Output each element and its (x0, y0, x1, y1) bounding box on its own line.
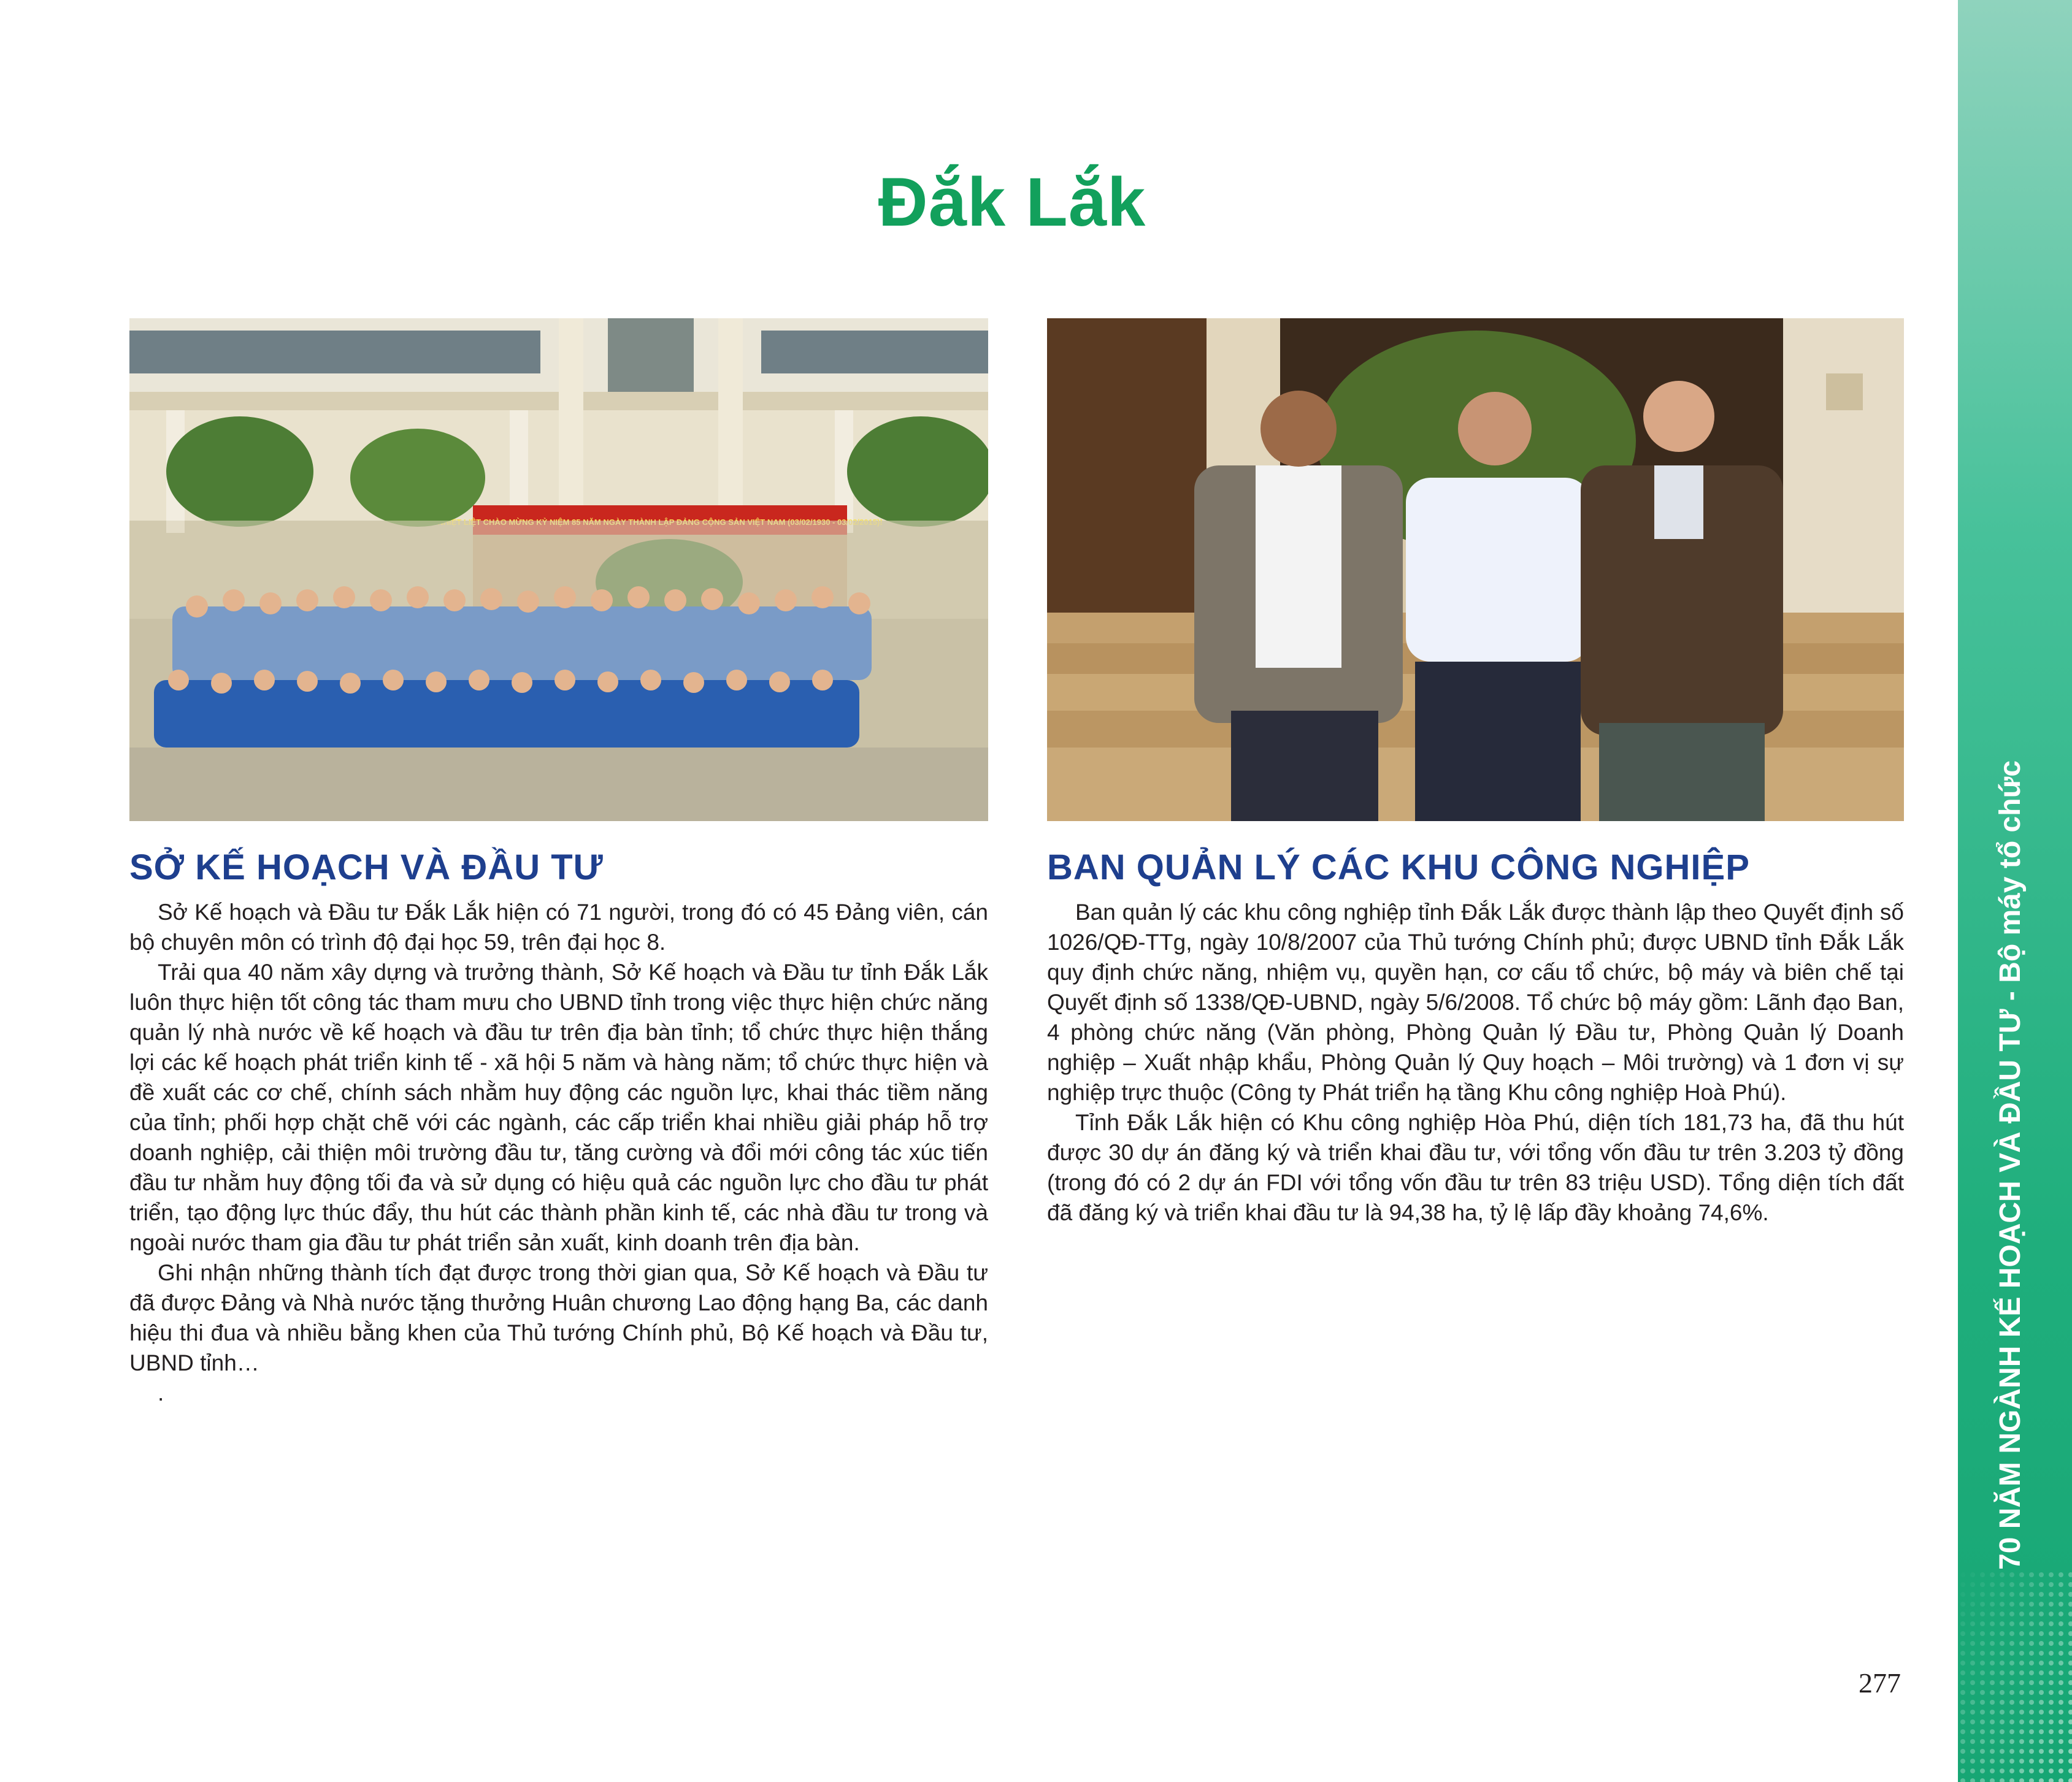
section-heading: BAN QUẢN LÝ CÁC KHU CÔNG NGHIỆP (1047, 847, 1750, 887)
side-band-main: 70 NĂM NGÀNH KẾ HOẠCH VÀ ĐẦU TƯ (1994, 1009, 2027, 1570)
side-band-separator: - (1994, 982, 2027, 1009)
trailing-mark: . (158, 1380, 164, 1405)
industrial-zones-section (1047, 843, 1904, 1228)
halftone-dots-decoration (1958, 1570, 2072, 1782)
paragraph: Trải qua 40 năm xây dựng và trưởng thành, Sở Kế hoạch và Đầu tư tỉnh Đắk Lắk luôn thực hiện tốt công tác tham mưu cho UBND tỉnh trong việc thực hiện chức năng quản lý nhà nước về kế hoạch và đầu tư trên địa bàn tỉnh; tổ chức thực hiện thắng lợi các kế hoạch phát triển kinh tế - xã hội 5 năm và hàng năm; tổ chức thực hiện và đề xuất các cơ chế, chính sách nhằm huy động các nguồn lực, khai thác tiềm năng của tỉnh; phối hợp chặt chẽ với các ngành, các cấp triển khai nhiều giải pháp hỗ trợ doanh nghiệp, cải thiện môi trường đầu tư, tăng cường và đổi mới công tác xúc tiến đầu tư nhằm huy động tối đa và sử dụng có hiệu quả các nguồn lực cho đầu tư phát triển, tạo động lực thúc đẩy, thu hút các thành phần kinh tế, các nhà đầu tư trong và ngoài nước tham gia đầu tư phát triển sản xuất, kinh doanh trên địa bàn. (129, 960, 988, 1255)
side-band-sub: Bộ máy tổ chức (1994, 760, 2027, 983)
paragraph: Ghi nhận những thành tích đạt được trong thời gian qua, Sở Kế hoạch và Đầu tư đã được Đảng và Nhà nước tặng thưởng Huân chương Lao động hạng Ba, các danh hiệu thi đua và nhiều bằng khen của Thủ tướng Chính phủ, Bộ Kế hoạch và Đầu tư, UBND tỉnh… (129, 1260, 988, 1375)
officials-photo (1047, 318, 1904, 821)
page-title: Đắk Lắk (878, 164, 1146, 240)
paragraph: Tỉnh Đắk Lắk hiện có Khu công nghiệp Hòa Phú, diện tích 181,73 ha, đã thu hút được 30 dự án đăng ký và triển khai đầu tư, với tổng vốn đầu tư trên 3.203 tỷ đồng (trong đó có 2 dự án FDI với tổng vốn đầu tư trên 83 triệu USD). Tổng diện tích đất đã đăng ký và triển khai đầu tư là 94,38 ha, tỷ lệ lấp đầy khoảng 74,6%. (1047, 1110, 1904, 1225)
group-photo (129, 318, 988, 821)
officials-photo-illustration (1047, 318, 1904, 821)
page-number: 277 (1859, 1667, 1901, 1699)
paragraph: Sở Kế hoạch và Đầu tư Đắk Lắk hiện có 71 người, trong đó có 45 Đảng viên, cán bộ chuyên môn có trình độ đại học 59, trên đại học 8. (129, 900, 988, 955)
paragraph: Ban quản lý các khu công nghiệp tỉnh Đắk Lắk được thành lập theo Quyết định số 1026/QĐ-TTg, ngày 10/8/2007 của Thủ tướng Chính phủ; được UBND tỉnh Đắk Lắk quy định chức năng, nhiệm vụ, quyền hạn, cơ cấu tổ chức, bộ máy và biên chế tại Quyết định số 1338/QĐ-UBND, ngày 5/6/2008. Tổ chức bộ máy gồm: Lãnh đạo Ban, 4 phòng chức năng (Văn phòng, Phòng Quản lý Đầu tư, Phòng Quản lý Doanh nghiệp – Xuất nhập khẩu, Phòng Quản lý Quy hoạch – Môi trường) và 1 đơn vị sự nghiệp trực thuộc (Công ty Phát triển hạ tầng Khu công nghiệp Hoà Phú). (1047, 900, 1904, 1105)
side-band-caption (1993, 760, 2027, 1570)
section-heading: SỞ KẾ HOẠCH VÀ ĐẦU TƯ (129, 847, 604, 887)
group-photo-illustration (129, 318, 988, 821)
planning-department-section (129, 843, 988, 1408)
